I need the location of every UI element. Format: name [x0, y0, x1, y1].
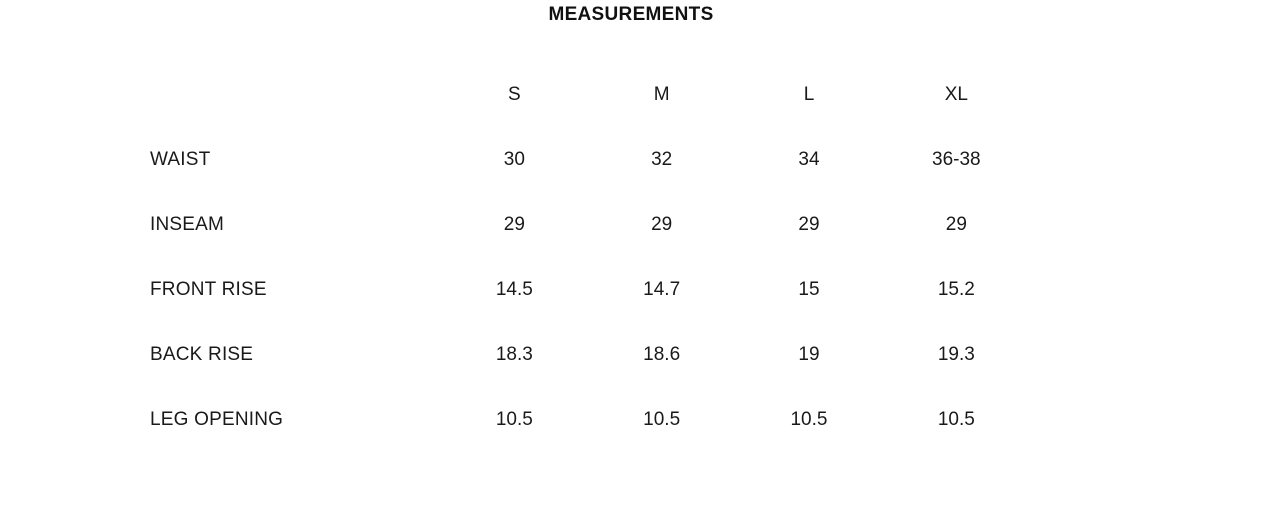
cell-leg-opening-xl: 10.5 [937, 408, 975, 430]
cell-back-rise-xl: 19.3 [937, 343, 975, 365]
cell-waist-m: 32 [651, 148, 673, 170]
cell-front-rise-m: 14.7 [643, 278, 681, 300]
cell-front-rise-xl: 15.2 [937, 278, 975, 300]
measurements-table [150, 62, 1030, 452]
table-corner-cell [150, 62, 441, 127]
cell-inseam-l: 29 [798, 213, 820, 235]
table-row [150, 127, 1030, 192]
row-label-front-rise: FRONT RISE [150, 278, 267, 300]
table-row [150, 387, 1030, 452]
cell-inseam-s: 29 [503, 213, 525, 235]
table-header-row [150, 62, 1030, 127]
cell-front-rise-s: 14.5 [495, 278, 533, 300]
cell-leg-opening-l: 10.5 [790, 408, 828, 430]
row-label-back-rise: BACK RISE [150, 343, 254, 365]
cell-leg-opening-m: 10.5 [643, 408, 681, 430]
cell-front-rise-l: 15 [798, 278, 820, 300]
row-label-inseam: INSEAM [150, 213, 225, 235]
cell-back-rise-l: 19 [798, 343, 820, 365]
measurements-table-container [150, 62, 1050, 452]
table-row [150, 192, 1030, 257]
column-header-l: L [803, 83, 815, 105]
cell-back-rise-s: 18.3 [495, 343, 533, 365]
table-row [150, 257, 1030, 322]
table-header [150, 62, 1030, 127]
row-label-waist: WAIST [150, 148, 211, 170]
cell-back-rise-m: 18.6 [643, 343, 681, 365]
table-row [150, 322, 1030, 387]
column-header-s: S [507, 83, 521, 105]
column-header-xl: XL [944, 83, 968, 105]
cell-waist-xl: 36-38 [932, 148, 981, 170]
cell-inseam-xl: 29 [945, 213, 967, 235]
cell-waist-l: 34 [798, 148, 820, 170]
cell-inseam-m: 29 [651, 213, 673, 235]
cell-waist-s: 30 [503, 148, 525, 170]
cell-leg-opening-s: 10.5 [495, 408, 533, 430]
row-label-leg-opening: LEG OPENING [150, 408, 284, 430]
page-title: MEASUREMENTS [548, 4, 714, 25]
table-body [150, 127, 1030, 452]
column-header-m: M [653, 83, 670, 105]
